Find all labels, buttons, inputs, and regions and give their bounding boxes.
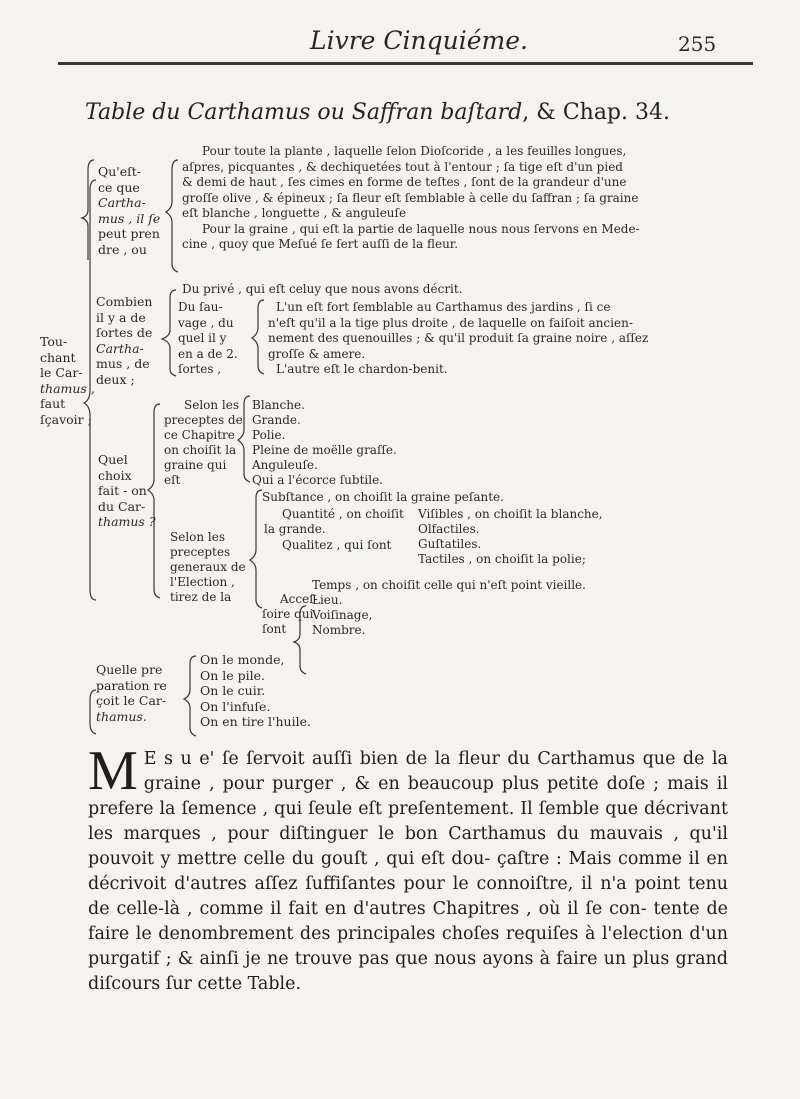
sec2-sauvage: [178, 300, 238, 378]
sec1-left-line: mus , il ſe: [98, 210, 161, 226]
sec3-substance: Subſtance , on choiſit la graine peſante.: [262, 490, 504, 504]
sec4-item: On le pile.: [200, 667, 266, 683]
sec2-question: [96, 294, 152, 387]
sec3-selon-items: [252, 398, 397, 488]
commentary-text: E s u e' ſe ſervoit auſſi bien de la fleur du Carthamus que de la graine , pour purger , & en beaucoup plus petite doſe ; mais il prefere la ſemence , qui ſeule eſt preſentement. Il ſemble que décrivant les marques , pour diſtinguer le bon Carthamus du mauvais , qu'il pouvoit y mettre celle du gouſt , qui eſt dou- çaſtre : Mais comme il en décrivoit d'autres aſſez ſuffiſantes pour le connoiſtre, il n'a point tenu de celle-là , comme il fait en d'autres Chapitres , où il ſe con- tente de faire le denombrement des principales choſes requiſes à l'election d'un purgatif ; & ainſi je ne trouve pas que nous ayons à faire un plus grand diſcours ſur cette Table.: [88, 749, 728, 994]
sec3-left-line: thamus ?: [98, 514, 156, 529]
sec1-answer-line: groſſe olive , & épineux ; ſa fleur eſt ſemblable à celle du ſaffran ; ſa graine: [182, 190, 639, 205]
sec3-access-item: Voiſinage,: [312, 608, 373, 622]
sec2-left-line: il y a de: [96, 309, 146, 325]
sec2-left-brace: [162, 290, 176, 376]
sec3-selon-item: Grande.: [252, 413, 301, 427]
sec3-selon: [164, 398, 243, 488]
commentary-paragraph: [88, 740, 728, 997]
margin-line: chant: [40, 349, 76, 365]
sec1-answer-line: aſpres, picquantes , & dechiquetées tout à l'entour ; ſa tige eſt d'un pied: [182, 159, 623, 174]
sec2-left-line: Cartha-: [96, 340, 144, 356]
sec3-gen-line: Selon les: [170, 530, 226, 544]
sec2-mid-line: en a de 2.: [178, 346, 238, 361]
sec3-accessoire: [262, 592, 318, 637]
sec3-access-item: Temps , on choiſit celle qui n'eſt point vieille.: [312, 578, 586, 592]
sec3-access-items: [312, 578, 586, 638]
sec3-qual-item: Guſtatiles.: [418, 537, 482, 551]
margin-line: Tou-: [40, 334, 68, 349]
sec2-right-line: n'eſt qu'il a la tige plus droite , de laquelle on faiſoit ancien-: [268, 315, 633, 330]
sec4-item: On l'infuſe.: [200, 698, 271, 714]
sec3-quantite: Quantité , on choiſit: [282, 507, 404, 521]
sec3-left-line: choix: [98, 467, 132, 483]
page-number: 255: [678, 32, 717, 56]
sec3-selon-line: ce Chapitre: [164, 428, 235, 442]
margin-line: faut: [40, 396, 66, 411]
sec1-answer-line: Pour toute la plante , laquelle ſelon Dioſcoride , a les feuilles longues,: [202, 144, 627, 158]
sec1-left-line: ce que: [98, 179, 140, 195]
sec3-gen-line: preceptes: [170, 545, 231, 559]
sec2-mid-brace: [252, 300, 264, 374]
sec2-right-line: groſſe & amere.: [268, 346, 366, 361]
left-margin-label: [40, 334, 95, 427]
sec3-left-line: Quel: [98, 452, 128, 467]
sec2-left-line: mus , de: [96, 356, 150, 371]
sec1-left-line: peut pren: [98, 226, 160, 241]
sec2-prive: Du privé , qui eſt celuy que nous avons décrit.: [182, 282, 463, 296]
sec3-gen-line: l'Election ,: [170, 575, 235, 589]
sec2-left-line: deux ;: [96, 371, 135, 387]
sec1-answer-line: eſt blanche , longuette , & anguleuſe: [182, 206, 407, 220]
sec1-question: [98, 164, 160, 257]
sec3-general: [170, 530, 246, 605]
sec3-qualitez: Qualitez , qui ſont: [282, 538, 392, 552]
sec3-selon-line: preceptes de: [164, 413, 243, 427]
sec1-left-line: Qu'eſt-: [98, 164, 142, 179]
sec3-selon-item: Anguleuſe.: [252, 458, 318, 472]
sec4-brace: [184, 656, 196, 736]
sec4-item: On le cuir.: [200, 683, 266, 698]
sec3-selon-line: on choiſit la: [164, 443, 237, 457]
sec3-access-item: Lieu.: [312, 593, 343, 607]
sec4-left-line: paration re: [96, 677, 167, 693]
sec4-preparations: [200, 652, 311, 730]
sec4-question: [96, 662, 167, 724]
sec3-selon-item: Polie.: [252, 428, 286, 442]
drop-cap: M: [88, 740, 138, 802]
sec2-right-line: nement des quenouilles ; & qu'il produit ſa graine noire , aſſez: [268, 331, 649, 345]
table-title-prefix: Table du: [85, 100, 188, 125]
sec1-answer-line: Pour la graine , qui eſt la partie de laquelle nous nous ſervons en Mede-: [202, 221, 640, 236]
running-title: Livre Cinquiéme.: [310, 26, 528, 55]
sec2-left-line: ſortes de: [96, 325, 153, 340]
sec2-sauvage-sorts: [268, 300, 648, 378]
sec3-selon-item: Pleine de moëlle graſſe.: [252, 443, 397, 457]
sec2-right-line: L'un eſt fort ſemblable au Carthamus des jardins , ſi ce: [276, 300, 611, 314]
sec3-access-item: Nombre.: [312, 623, 366, 637]
sec2-mid-line: vage , du: [178, 315, 234, 330]
sec3-left-line: fait - on: [98, 483, 147, 498]
sec3-access-line: ſoire qui: [262, 607, 314, 621]
sec4-item: On le monde,: [200, 652, 285, 667]
sec3-question: [98, 452, 156, 530]
sec3-selon-item: Qui a l'écorce ſubtile.: [252, 473, 384, 487]
sec3-qual-item: Viſibles , on choiſit la blanche,: [418, 507, 603, 521]
sec4-left-line: thamus.: [96, 708, 147, 724]
sec3-selon-item: Blanche.: [252, 398, 305, 412]
sec4-left-line: Quelle pre: [96, 662, 163, 677]
sec3-selon-line: Selon les: [184, 398, 240, 412]
sec3-gen-line: generaux de: [170, 560, 246, 574]
sec1-answer-line: cine , quoy que Meſué ſe ſert auſſi de la fleur.: [182, 237, 459, 251]
sec3-left-line: du Car-: [98, 498, 146, 514]
sec3-selon-line: graine qui: [164, 458, 227, 472]
sec1-left-line: Cartha-: [98, 195, 146, 210]
sec4-item: On en tire l'huile.: [200, 714, 311, 729]
sec2-right-line: L'autre eſt le chardon-benit.: [276, 362, 448, 376]
sec3-gen-line: tirez de la: [170, 590, 232, 604]
sec3-qual-item: Tactiles , on choiſit la polie;: [418, 552, 586, 566]
table-title-subject: Carthamus ou Saffran baſtard: [187, 100, 523, 125]
margin-line: ſçavoir ;: [40, 411, 92, 427]
sec3-qual-item: Olfactiles.: [418, 522, 480, 536]
sec3-qualitez-items: [418, 507, 603, 567]
sec2-mid-line: ſortes ,: [178, 362, 222, 376]
sec2-left-line: Combien: [96, 294, 153, 309]
sec1-answer-line: & demi de haut , ſes cimes en forme de teſtes , ſont de la grandeur d'une: [182, 175, 627, 189]
sec1-right-brace: [166, 160, 178, 272]
sec2-mid-line: quel il y: [178, 331, 227, 345]
sec1-answer: [182, 144, 640, 253]
margin-line: le Car-: [40, 365, 83, 380]
sec3-gen-brace: [250, 490, 262, 608]
sec3-selon-line: eſt: [164, 473, 181, 487]
sec3-grande: la grande.: [264, 522, 326, 536]
margin-line: thamus ,: [40, 380, 95, 396]
sec3-access-line: ſont: [262, 622, 287, 636]
sec4-left-line: çoit le Car-: [96, 693, 167, 708]
sec1-left-brace: [82, 160, 94, 260]
sec3-access-line: Acceſ-: [280, 592, 318, 606]
table-title-chapter: , & Chap. 34.: [522, 100, 670, 125]
sec1-left-line: dre , ou: [98, 241, 147, 257]
sec2-mid-line: Du ſau-: [178, 300, 223, 314]
